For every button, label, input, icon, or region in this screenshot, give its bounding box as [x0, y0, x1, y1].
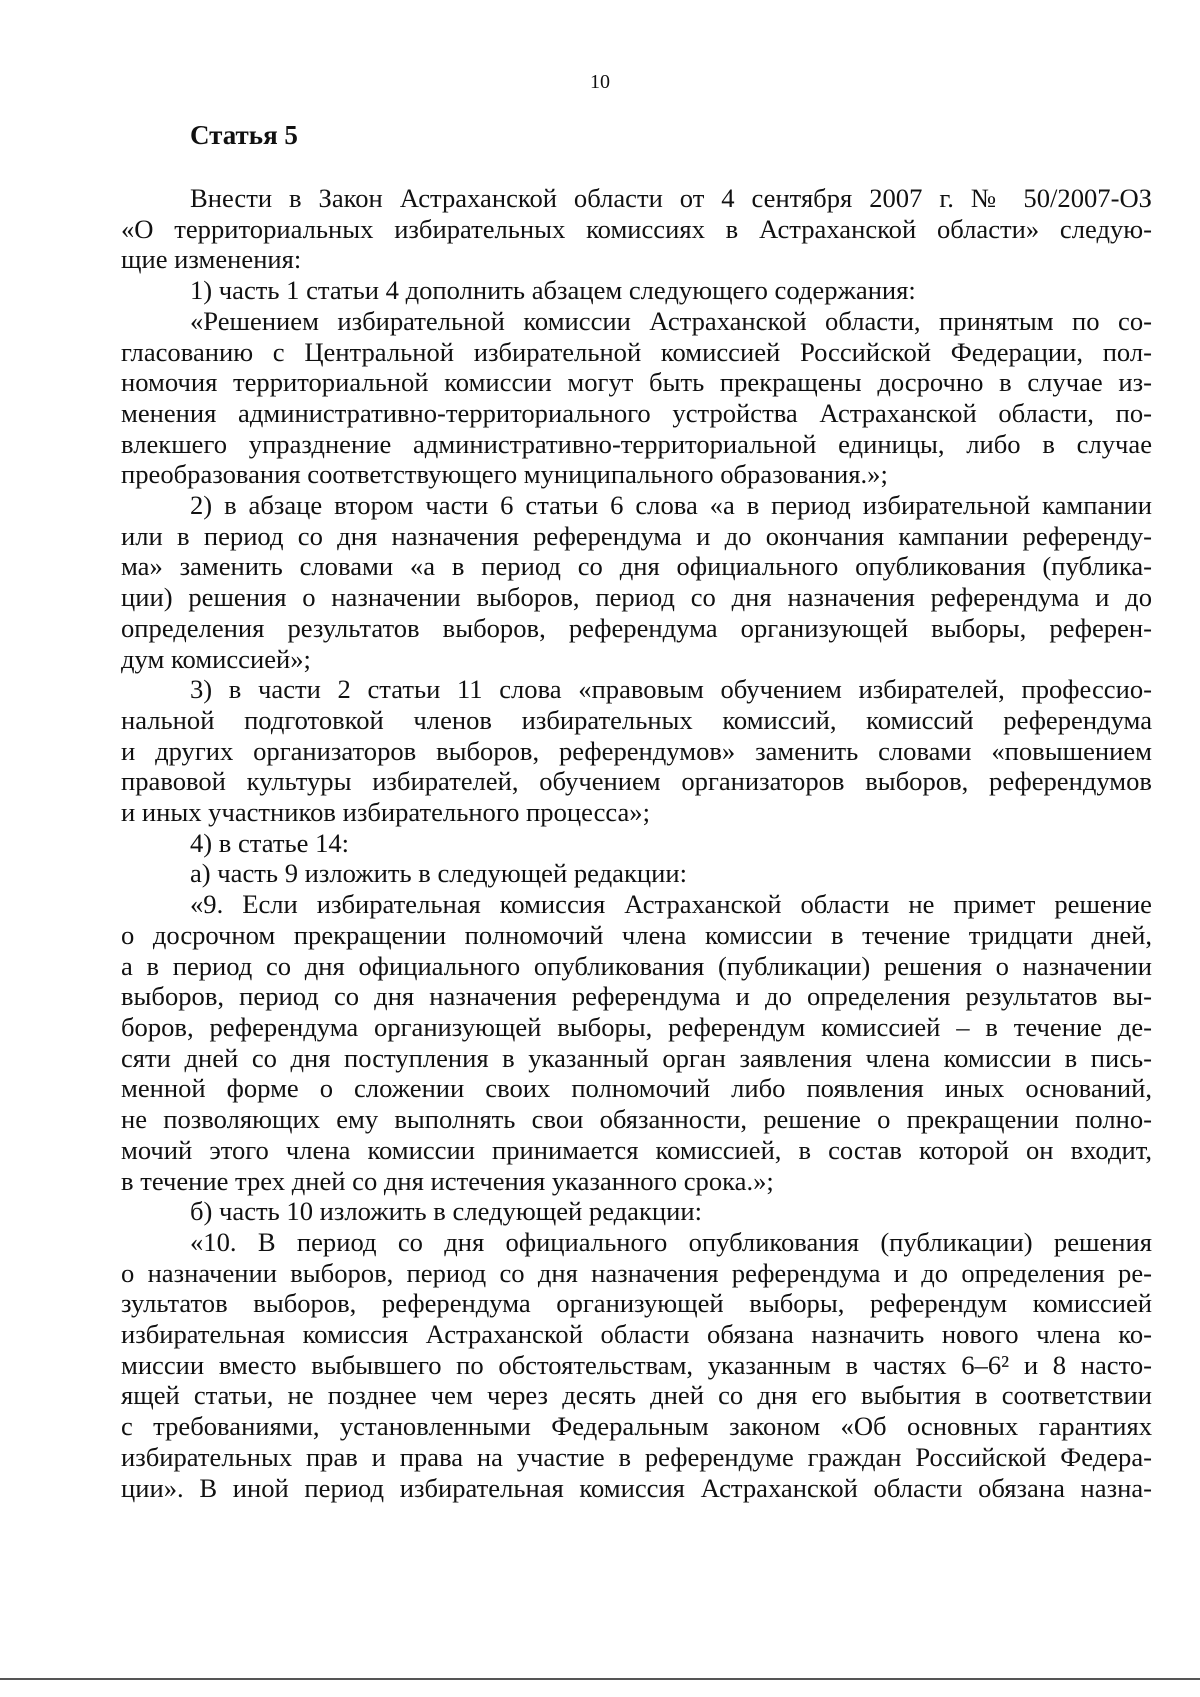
text-line: преобразования соответствующего муниципального образования.»;	[121, 459, 888, 490]
text-line: влекшего упразднение административно-территориальной единицы, либо в случае	[121, 428, 1152, 459]
page-number: 10	[590, 71, 610, 93]
article-heading: Статья 5	[190, 120, 298, 150]
text-line: дум комиссией»;	[121, 643, 311, 674]
text-line: ящей статьи, не позднее чем через десять дней со дня его выбытия в соответствии	[121, 1380, 1152, 1411]
text-line: Внести в Закон Астраханской области от 4 сентября 2007 г. № 50/2007-ОЗ	[190, 183, 1152, 213]
text-line: б) часть 10 изложить в следующей редакции:	[190, 1196, 702, 1227]
text-line: «10. В период со дня официального опубликования (публикации) решения	[190, 1226, 1152, 1257]
text-line: избирательных прав и права на участие в референдуме граждан Российской Федера-	[121, 1441, 1152, 1472]
text-line: менения административно-территориального устройства Астраханской области, по-	[121, 397, 1152, 428]
text-line: 4) в статье 14:	[190, 827, 350, 858]
text-line: с требованиями, установленными Федеральным законом «Об основных гарантиях	[121, 1411, 1152, 1442]
text-line: «Решением избирательной комиссии Астраханской области, принятым по со-	[190, 305, 1152, 336]
text-line: выборов, период со дня назначения референдума и до определения результатов вы-	[121, 981, 1152, 1012]
text-line: менной форме о сложении своих полномочий либо появления иных оснований,	[121, 1073, 1152, 1104]
text-line: «9. Если избирательная комиссия Астраханской области не примет решение	[190, 889, 1152, 920]
text-line: щие изменения:	[121, 244, 302, 275]
text-line: о назначении выборов, период со дня назначения референдума и до определения ре-	[121, 1257, 1152, 1288]
bottom-rule	[0, 1678, 1200, 1680]
text-line: сяти дней со дня поступления в указанный орган заявления члена комиссии в пись-	[121, 1042, 1152, 1073]
text-line: зультатов выборов, референдума организующей выборы, референдум комиссией	[121, 1288, 1152, 1319]
text-line: определения результатов выборов, референдума организующей выборы, референ-	[121, 612, 1152, 643]
text-line: 1) часть 1 статьи 4 дополнить абзацем следующего содержания:	[190, 275, 916, 306]
text-line: не позволяющих ему выполнять свои обязанности, решение о прекращении полно-	[121, 1104, 1152, 1135]
text-line: ма» заменить словами «а в период со дня официального опубликования (публика-	[121, 551, 1152, 582]
text-line: и иных участников избирательного процесса»;	[121, 797, 650, 828]
text-line: 3) в части 2 статьи 11 слова «правовым обучением избирателей, профессио-	[190, 674, 1152, 705]
text-line: гласованию с Центральной избирательной комиссией Российской Федерации, пол-	[121, 336, 1152, 367]
text-line: номочия территориальной комиссии могут быть прекращены досрочно в случае из-	[121, 367, 1152, 398]
document-body	[121, 183, 1152, 1503]
text-line: нальной подготовкой членов избирательных комиссий, комиссий референдума	[121, 704, 1152, 735]
text-line: ции) решения о назначении выборов, период со дня назначения референдума и до	[121, 582, 1152, 613]
text-line: в течение трех дней со дня истечения указанного срока.»;	[121, 1165, 774, 1196]
text-line: «О территориальных избирательных комиссиях в Астраханской области» следую-	[121, 213, 1152, 244]
text-line: избирательная комиссия Астраханской области обязана назначить нового члена ко-	[121, 1319, 1152, 1350]
text-line: или в период со дня назначения референдума и до окончания кампании референду-	[121, 520, 1152, 551]
text-line: миссии вместо выбывшего по обстоятельствам, указанным в частях 6–6² и 8 насто-	[121, 1349, 1152, 1380]
text-line: а в период со дня официального опубликования (публикации) решения о назначении	[121, 950, 1152, 981]
text-line: ции». В иной период избирательная комиссия Астраханской области обязана назна-	[121, 1472, 1152, 1503]
text-line: а) часть 9 изложить в следующей редакции:	[190, 858, 687, 889]
text-line: боров, референдума организующей выборы, референдум комиссией – в течение де-	[121, 1011, 1152, 1042]
text-line: мочий этого члена комиссии принимается комиссией, в состав которой он входит,	[121, 1134, 1152, 1165]
text-line: и других организаторов выборов, референдумов» заменить словами «повышением	[121, 735, 1152, 766]
text-line: правовой культуры избирателей, обучением организаторов выборов, референдумов	[121, 766, 1152, 797]
text-line: 2) в абзаце втором части 6 статьи 6 слова «а в период избирательной кампании	[190, 490, 1152, 521]
text-line: о досрочном прекращении полномочий члена комиссии в течение тридцати дней,	[121, 919, 1152, 950]
